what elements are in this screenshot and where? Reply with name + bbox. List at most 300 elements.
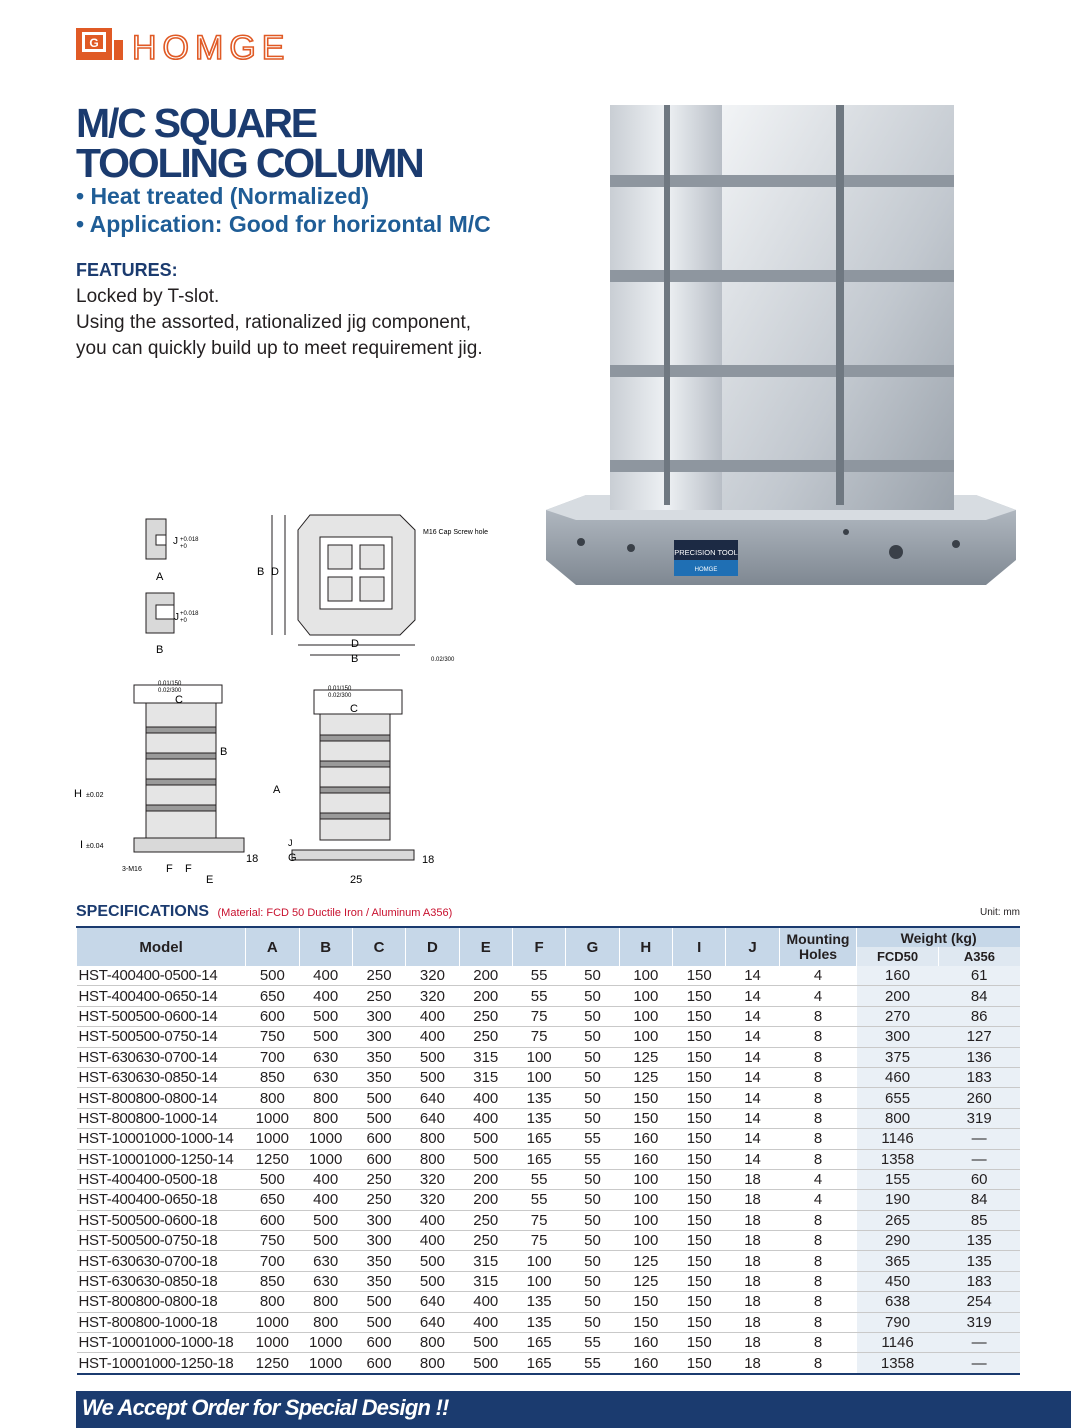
table-cell: 250: [459, 1027, 512, 1047]
label-a: A: [273, 784, 281, 796]
table-cell: 135: [938, 1251, 1020, 1271]
table-cell: 8: [779, 1149, 857, 1169]
bullet-list: [76, 182, 491, 238]
table-cell: 800: [857, 1108, 939, 1128]
cap-screw-label: M16 Cap Screw hole: [423, 529, 488, 536]
table-cell: 150: [673, 1108, 726, 1128]
logo-wordmark: HOMGE: [132, 29, 291, 64]
table-cell: 150: [619, 1108, 672, 1128]
table-cell: 125: [619, 1271, 672, 1291]
cell-model: HST-400400-0500-14: [77, 966, 246, 986]
table-cell: 75: [512, 1210, 565, 1230]
table-cell: 4: [779, 1190, 857, 1210]
table-cell: 400: [459, 1312, 512, 1332]
table-cell: 750: [246, 1231, 299, 1251]
table-row: [77, 1108, 1021, 1128]
table-cell: 800: [299, 1312, 352, 1332]
table-cell: 100: [619, 1027, 672, 1047]
table-cell: 50: [566, 1312, 619, 1332]
table-cell: 150: [673, 1231, 726, 1251]
table-cell: 350: [352, 1251, 405, 1271]
logo-letter: G: [89, 36, 99, 50]
table-cell: 8: [779, 1292, 857, 1312]
table-cell: 18: [726, 1169, 779, 1189]
table-cell: 200: [459, 1169, 512, 1189]
table-cell: 200: [459, 986, 512, 1006]
table-cell: 630: [299, 1047, 352, 1067]
table-cell: 400: [299, 966, 352, 986]
table-cell: 350: [352, 1271, 405, 1291]
table-cell: 150: [673, 1088, 726, 1108]
table-cell: 55: [512, 1169, 565, 1189]
table-cell: 150: [673, 986, 726, 1006]
nameplate: [674, 540, 738, 576]
table-cell: 150: [619, 1292, 672, 1312]
table-cell: 265: [857, 1210, 939, 1230]
cell-model: HST-500500-0600-18: [77, 1210, 246, 1230]
features-text: [76, 284, 546, 362]
table-cell: 500: [459, 1333, 512, 1353]
col-weight: Weight (kg): [857, 927, 1020, 947]
spec-table: [76, 926, 1020, 1375]
table-cell: 500: [246, 966, 299, 986]
table-cell: —: [938, 1333, 1020, 1353]
table-cell: 700: [246, 1251, 299, 1271]
table-cell: 750: [246, 1027, 299, 1047]
table-cell: 84: [938, 1190, 1020, 1210]
table-cell: 300: [857, 1027, 939, 1047]
table-cell: 84: [938, 986, 1020, 1006]
table-cell: 100: [619, 1190, 672, 1210]
table-cell: 270: [857, 1006, 939, 1026]
table-cell: 400: [406, 1231, 459, 1251]
table-cell: 8: [779, 1047, 857, 1067]
cell-model: HST-630630-0850-18: [77, 1271, 246, 1291]
tol-plus-a: +0.018: [180, 537, 199, 543]
table-cell: 1000: [299, 1129, 352, 1149]
cell-model: HST-10001000-1250-18: [77, 1353, 246, 1374]
table-cell: 500: [406, 1067, 459, 1087]
table-cell: 50: [566, 1271, 619, 1291]
table-cell: 1146: [857, 1333, 939, 1353]
table-cell: 150: [673, 1353, 726, 1374]
table-cell: 250: [459, 1231, 512, 1251]
table-header-row: [77, 927, 1021, 947]
tol-zero-a: +0: [180, 544, 187, 550]
plan-label-d: D: [271, 566, 279, 578]
table-cell: 18: [726, 1292, 779, 1312]
features-heading: FEATURES:: [76, 260, 178, 280]
table-cell: 100: [619, 1169, 672, 1189]
table-cell: 800: [299, 1088, 352, 1108]
table-cell: 315: [459, 1067, 512, 1087]
label-j: J: [288, 838, 293, 848]
footer-banner: [76, 1391, 1071, 1428]
table-cell: 150: [673, 1169, 726, 1189]
cell-model: HST-800800-1000-14: [77, 1108, 246, 1128]
homge-logo: [76, 24, 376, 64]
product-photo: [546, 100, 1018, 586]
table-cell: 14: [726, 1108, 779, 1128]
flatness-2-right: 0.02/300: [328, 693, 352, 699]
table-cell: 150: [673, 1333, 726, 1353]
table-cell: 55: [512, 966, 565, 986]
logo-emblem: [76, 28, 123, 60]
table-cell: 200: [459, 966, 512, 986]
table-row: [77, 1353, 1021, 1374]
table-cell: 150: [673, 1251, 726, 1271]
table-cell: 350: [352, 1047, 405, 1067]
label-f-1: F: [166, 863, 173, 875]
col-d: D: [406, 927, 459, 966]
table-row: [77, 1231, 1021, 1251]
table-cell: 50: [566, 1108, 619, 1128]
table-cell: 14: [726, 1149, 779, 1169]
table-cell: 100: [619, 1231, 672, 1251]
table-cell: 127: [938, 1027, 1020, 1047]
table-cell: 150: [619, 1088, 672, 1108]
table-cell: 50: [566, 1231, 619, 1251]
table-cell: 375: [857, 1047, 939, 1067]
flatness-1-right: 0.01/150: [328, 686, 352, 692]
col-c: C: [352, 927, 405, 966]
table-cell: 650: [246, 1190, 299, 1210]
table-cell: 150: [619, 1312, 672, 1332]
cell-model: HST-10001000-1000-14: [77, 1129, 246, 1149]
table-cell: 50: [566, 1169, 619, 1189]
table-cell: 150: [673, 1292, 726, 1312]
table-cell: 8: [779, 1027, 857, 1047]
table-cell: 500: [406, 1271, 459, 1291]
table-cell: 8: [779, 1210, 857, 1230]
table-cell: 14: [726, 986, 779, 1006]
col-mounting-holes: Mounting Holes: [779, 927, 857, 966]
table-cell: 150: [673, 1190, 726, 1210]
table-cell: 400: [299, 986, 352, 1006]
table-cell: 135: [512, 1088, 565, 1108]
table-cell: 165: [512, 1129, 565, 1149]
col-e: E: [459, 927, 512, 966]
table-cell: 100: [512, 1251, 565, 1271]
table-cell: 500: [299, 1231, 352, 1251]
table-cell: 500: [459, 1353, 512, 1374]
table-cell: 100: [619, 986, 672, 1006]
feature-line-2: Using the assorted, rationalized jig component,: [76, 312, 472, 333]
table-cell: 100: [512, 1271, 565, 1291]
table-cell: 18: [726, 1190, 779, 1210]
table-cell: 14: [726, 1027, 779, 1047]
col-b: B: [299, 927, 352, 966]
feature-line-1: Locked by T-slot.: [76, 286, 220, 307]
spec-material: (Material: FCD 50 Ductile Iron / Aluminum A356): [217, 907, 453, 919]
h-tolerance: ±0.02: [86, 792, 104, 799]
table-row: [77, 1251, 1021, 1271]
cell-model: HST-800800-0800-14: [77, 1088, 246, 1108]
table-cell: 250: [352, 966, 405, 986]
technical-drawings: [70, 505, 540, 890]
table-body: [77, 966, 1021, 1374]
table-cell: 600: [246, 1006, 299, 1026]
table-cell: 638: [857, 1292, 939, 1312]
table-row: [77, 1006, 1021, 1026]
table-cell: 250: [352, 1190, 405, 1210]
table-cell: 55: [566, 1129, 619, 1149]
table-cell: 640: [406, 1312, 459, 1332]
table-cell: 600: [352, 1149, 405, 1169]
table-cell: 18: [726, 1210, 779, 1230]
table-cell: 136: [938, 1047, 1020, 1067]
table-cell: 183: [938, 1271, 1020, 1291]
table-cell: 18: [726, 1271, 779, 1291]
perp-tolerance: 0.02/300: [431, 657, 455, 663]
table-cell: 150: [673, 1047, 726, 1067]
table-cell: 655: [857, 1088, 939, 1108]
col-g: G: [566, 927, 619, 966]
table-cell: 650: [246, 986, 299, 1006]
bullet-heat-treated: • Heat treated (Normalized): [76, 183, 370, 209]
table-cell: 135: [512, 1108, 565, 1128]
spec-title: SPECIFICATIONS: [76, 903, 210, 920]
table-cell: 50: [566, 1190, 619, 1210]
cell-model: HST-800800-0800-18: [77, 1292, 246, 1312]
title-line-2: TOOLING COLUMN: [76, 140, 423, 186]
table-cell: 8: [779, 1006, 857, 1026]
table-cell: 100: [619, 966, 672, 986]
table-cell: 50: [566, 966, 619, 986]
page-title: [76, 100, 546, 186]
col-a: A: [246, 927, 299, 966]
table-cell: 55: [566, 1333, 619, 1353]
table-cell: 1358: [857, 1149, 939, 1169]
label-i: I: [80, 839, 84, 851]
table-row: [77, 1190, 1021, 1210]
table-cell: 14: [726, 966, 779, 986]
table-cell: 500: [299, 1210, 352, 1230]
table-cell: 640: [406, 1292, 459, 1312]
table-row: [77, 1292, 1021, 1312]
label-c-right: C: [350, 703, 358, 715]
table-cell: 1146: [857, 1129, 939, 1149]
table-cell: 14: [726, 1047, 779, 1067]
table-cell: 1000: [246, 1129, 299, 1149]
table-cell: 8: [779, 1088, 857, 1108]
table-cell: 500: [459, 1149, 512, 1169]
col-weight-fcd50: FCD50: [857, 947, 939, 966]
label-j-a: J: [173, 536, 178, 547]
label-detail-a: A: [156, 571, 164, 583]
label-e: E: [206, 874, 214, 886]
table-cell: 319: [938, 1312, 1020, 1332]
table-cell: 315: [459, 1271, 512, 1291]
cell-model: HST-400400-0500-18: [77, 1169, 246, 1189]
dim-25: 25: [350, 874, 363, 886]
table-cell: 800: [246, 1088, 299, 1108]
dim-18-right: 18: [422, 854, 435, 866]
table-cell: 14: [726, 1067, 779, 1087]
table-cell: 630: [299, 1251, 352, 1271]
label-detail-b: B: [156, 644, 164, 656]
col-i: I: [673, 927, 726, 966]
cell-model: HST-10001000-1000-18: [77, 1333, 246, 1353]
table-cell: 290: [857, 1231, 939, 1251]
title-line-1: M/C SQUARE: [76, 100, 316, 146]
table-cell: 500: [299, 1006, 352, 1026]
table-cell: 135: [512, 1292, 565, 1312]
table-cell: 800: [246, 1292, 299, 1312]
plan-label-b: B: [257, 566, 265, 578]
table-cell: 150: [673, 1027, 726, 1047]
table-cell: 50: [566, 1210, 619, 1230]
table-cell: 800: [299, 1292, 352, 1312]
table-cell: 165: [512, 1353, 565, 1374]
table-cell: 1000: [246, 1312, 299, 1332]
table-row: [77, 1067, 1021, 1087]
table-row: [77, 1047, 1021, 1067]
table-cell: 55: [566, 1353, 619, 1374]
table-cell: 50: [566, 1027, 619, 1047]
col-weight-a356: A356: [938, 947, 1020, 966]
table-cell: 320: [406, 986, 459, 1006]
table-cell: 320: [406, 966, 459, 986]
table-cell: 135: [512, 1312, 565, 1332]
table-cell: 8: [779, 1231, 857, 1251]
table-cell: 160: [619, 1353, 672, 1374]
table-cell: 250: [352, 986, 405, 1006]
table-cell: 8: [779, 1333, 857, 1353]
cell-model: HST-400400-0650-14: [77, 986, 246, 1006]
table-cell: 630: [299, 1067, 352, 1087]
table-cell: 18: [726, 1251, 779, 1271]
table-cell: 500: [352, 1312, 405, 1332]
table-cell: —: [938, 1353, 1020, 1374]
cell-model: HST-400400-0650-18: [77, 1190, 246, 1210]
table-cell: 50: [566, 1251, 619, 1271]
plan-view: [272, 515, 415, 655]
table-cell: 300: [352, 1027, 405, 1047]
table-cell: 160: [857, 966, 939, 986]
table-cell: 160: [619, 1149, 672, 1169]
table-cell: 8: [779, 1108, 857, 1128]
cell-model: HST-630630-0700-18: [77, 1251, 246, 1271]
table-cell: 400: [459, 1088, 512, 1108]
table-cell: 200: [857, 986, 939, 1006]
plan-label-b-bottom: B: [351, 653, 359, 665]
table-cell: 55: [512, 1190, 565, 1210]
table-cell: 14: [726, 1088, 779, 1108]
table-cell: 75: [512, 1231, 565, 1251]
cell-model: HST-500500-0750-14: [77, 1027, 246, 1047]
table-cell: 600: [352, 1353, 405, 1374]
table-cell: 319: [938, 1108, 1020, 1128]
table-cell: 400: [459, 1292, 512, 1312]
table-cell: 400: [299, 1190, 352, 1210]
table-cell: 8: [779, 1067, 857, 1087]
table-cell: 125: [619, 1251, 672, 1271]
cell-model: HST-630630-0850-14: [77, 1067, 246, 1087]
table-cell: 165: [512, 1149, 565, 1169]
dim-18-left: 18: [246, 853, 259, 865]
table-cell: 60: [938, 1169, 1020, 1189]
front-view-right: [292, 690, 414, 860]
table-cell: 800: [299, 1108, 352, 1128]
table-cell: 200: [459, 1190, 512, 1210]
bullet-application: • Application: Good for horizontal M/C: [76, 211, 491, 237]
table-cell: 150: [673, 1312, 726, 1332]
table-cell: 700: [246, 1047, 299, 1067]
column-body: [546, 105, 1016, 585]
table-cell: 100: [619, 1006, 672, 1026]
table-cell: 450: [857, 1271, 939, 1291]
table-cell: 400: [299, 1169, 352, 1189]
table-cell: 8: [779, 1129, 857, 1149]
table-cell: 640: [406, 1088, 459, 1108]
table-row: [77, 1271, 1021, 1291]
table-cell: 50: [566, 1067, 619, 1087]
table-cell: 75: [512, 1027, 565, 1047]
table-cell: 1250: [246, 1353, 299, 1374]
table-cell: 850: [246, 1271, 299, 1291]
unit-label: Unit: mm: [980, 907, 1020, 918]
table-cell: 1000: [246, 1108, 299, 1128]
table-cell: 300: [352, 1006, 405, 1026]
cell-model: HST-500500-0750-18: [77, 1231, 246, 1251]
table-cell: 50: [566, 1006, 619, 1026]
table-cell: 400: [459, 1108, 512, 1128]
table-cell: 500: [246, 1169, 299, 1189]
table-row: [77, 1088, 1021, 1108]
label-b-left: B: [220, 746, 228, 758]
cell-model: HST-500500-0600-14: [77, 1006, 246, 1026]
table-cell: 155: [857, 1169, 939, 1189]
cell-model: HST-800800-1000-18: [77, 1312, 246, 1332]
table-cell: 50: [566, 986, 619, 1006]
table-cell: 18: [726, 1333, 779, 1353]
table-cell: 800: [406, 1333, 459, 1353]
table-row: [77, 1210, 1021, 1230]
cell-model: HST-10001000-1250-14: [77, 1149, 246, 1169]
label-f-2: F: [185, 863, 192, 875]
table-cell: 630: [299, 1271, 352, 1291]
table-cell: 1358: [857, 1353, 939, 1374]
specifications-heading: [76, 903, 452, 921]
table-row: [77, 1333, 1021, 1353]
table-cell: 320: [406, 1190, 459, 1210]
table-cell: 800: [406, 1353, 459, 1374]
table-cell: 300: [352, 1210, 405, 1230]
cell-model: HST-630630-0700-14: [77, 1047, 246, 1067]
table-cell: 150: [673, 1129, 726, 1149]
col-model: Model: [77, 927, 246, 966]
flatness-2-left: 0.02/300: [158, 688, 182, 694]
table-cell: 1250: [246, 1149, 299, 1169]
table-cell: 400: [406, 1027, 459, 1047]
table-cell: —: [938, 1149, 1020, 1169]
table-row: [77, 1169, 1021, 1189]
table-cell: 135: [938, 1231, 1020, 1251]
table-cell: 365: [857, 1251, 939, 1271]
table-cell: 86: [938, 1006, 1020, 1026]
table-cell: 260: [938, 1088, 1020, 1108]
table-cell: 315: [459, 1047, 512, 1067]
table-cell: 150: [673, 966, 726, 986]
table-cell: 150: [673, 1149, 726, 1169]
table-cell: 55: [566, 1149, 619, 1169]
table-cell: 4: [779, 966, 857, 986]
table-cell: 150: [673, 1210, 726, 1230]
table-cell: 61: [938, 966, 1020, 986]
table-cell: 8: [779, 1312, 857, 1332]
table-cell: 460: [857, 1067, 939, 1087]
